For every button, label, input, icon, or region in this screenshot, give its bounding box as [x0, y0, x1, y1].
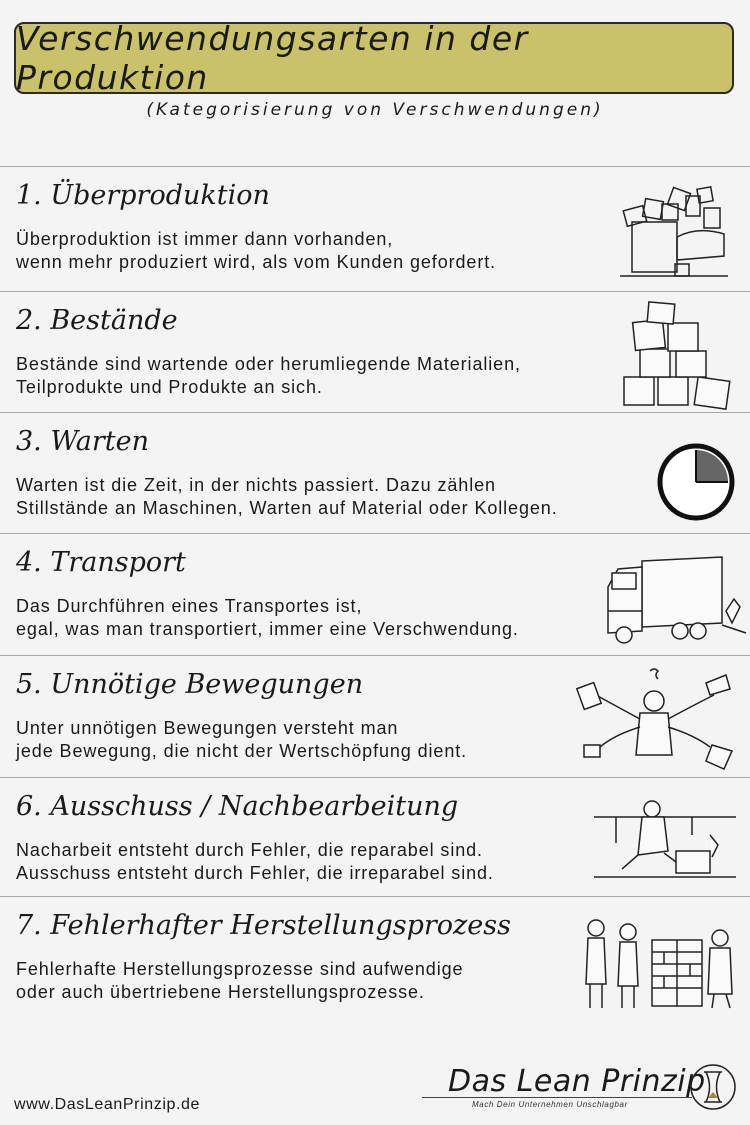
divider	[0, 777, 750, 778]
clock-icon	[656, 442, 736, 522]
title-banner	[14, 19, 734, 97]
section-title: 5. Unnötige Bewegungen	[16, 669, 364, 700]
section-title: 3. Warten	[16, 426, 149, 457]
description-line: jede Bewegung, die nicht der Wertschöpfung dient.	[16, 741, 468, 761]
overflowing-boxes-illustration	[620, 182, 730, 282]
section-description	[16, 353, 521, 399]
logo-underline	[422, 1097, 692, 1098]
hourglass-icon	[688, 1062, 738, 1112]
workers-wall-illustration	[580, 914, 740, 1014]
brand-tagline: Mach Dein Unternehmen Unschlagbar	[472, 1100, 628, 1109]
description-line: Fehlerhafte Herstellungsprozesse sind aufwendige	[16, 959, 464, 979]
section-title: 6. Ausschuss / Nachbearbeitung	[16, 791, 459, 822]
divider	[0, 533, 750, 534]
section-description	[16, 958, 463, 1004]
section-description	[16, 717, 467, 763]
description-line: Warten ist die Zeit, in der nichts passiert. Dazu zählen	[16, 475, 496, 495]
website-url[interactable]: www.DasLeanPrinzip.de	[14, 1096, 201, 1113]
page-title: Verschwendungsarten in der Produktion	[16, 19, 529, 97]
description-line: Bestände sind wartende oder herumliegende Materialien,	[16, 354, 521, 374]
section-title: 2. Bestände	[16, 305, 178, 336]
truck-illustration	[604, 551, 748, 651]
section-description	[16, 228, 496, 274]
section-description	[16, 595, 519, 641]
stacked-boxes-illustration	[620, 301, 736, 411]
section-title: 7. Fehlerhafter Herstellungsprozess	[16, 910, 511, 941]
divider	[0, 291, 750, 292]
description-line: Ausschuss entsteht durch Fehler, die irreparabel sind.	[16, 863, 494, 883]
description-line: Überproduktion ist immer dann vorhanden,	[16, 229, 394, 249]
repair-worker-illustration	[592, 795, 738, 887]
description-line: Nacharbeit entsteht durch Fehler, die reparabel sind.	[16, 840, 483, 860]
divider	[0, 896, 750, 897]
section-title: 4. Transport	[16, 547, 186, 578]
description-line: oder auch übertriebene Herstellungsprozesse.	[16, 982, 425, 1002]
divider	[0, 655, 750, 656]
description-line: Das Durchführen eines Transportes ist,	[16, 596, 363, 616]
description-line: wenn mehr produziert wird, als vom Kunden gefordert.	[16, 252, 497, 272]
page-subtitle: (Kategorisierung von Verschwendungen)	[146, 100, 604, 120]
description-line: egal, was man transportiert, immer eine Verschwendung.	[16, 619, 519, 639]
divider	[0, 166, 750, 167]
description-line: Unter unnötigen Bewegungen versteht man	[16, 718, 399, 738]
divider	[0, 412, 750, 413]
description-line: Stillstände an Maschinen, Warten auf Material oder Kollegen.	[16, 498, 558, 518]
section-description	[16, 839, 494, 885]
section-title: 1. Überproduktion	[16, 180, 270, 211]
description-line: Teilprodukte und Produkte an sich.	[16, 377, 323, 397]
busy-worker-illustration	[574, 665, 738, 771]
section-description	[16, 474, 558, 520]
brand-logo-text: Das Lean Prinzip	[448, 1064, 706, 1099]
